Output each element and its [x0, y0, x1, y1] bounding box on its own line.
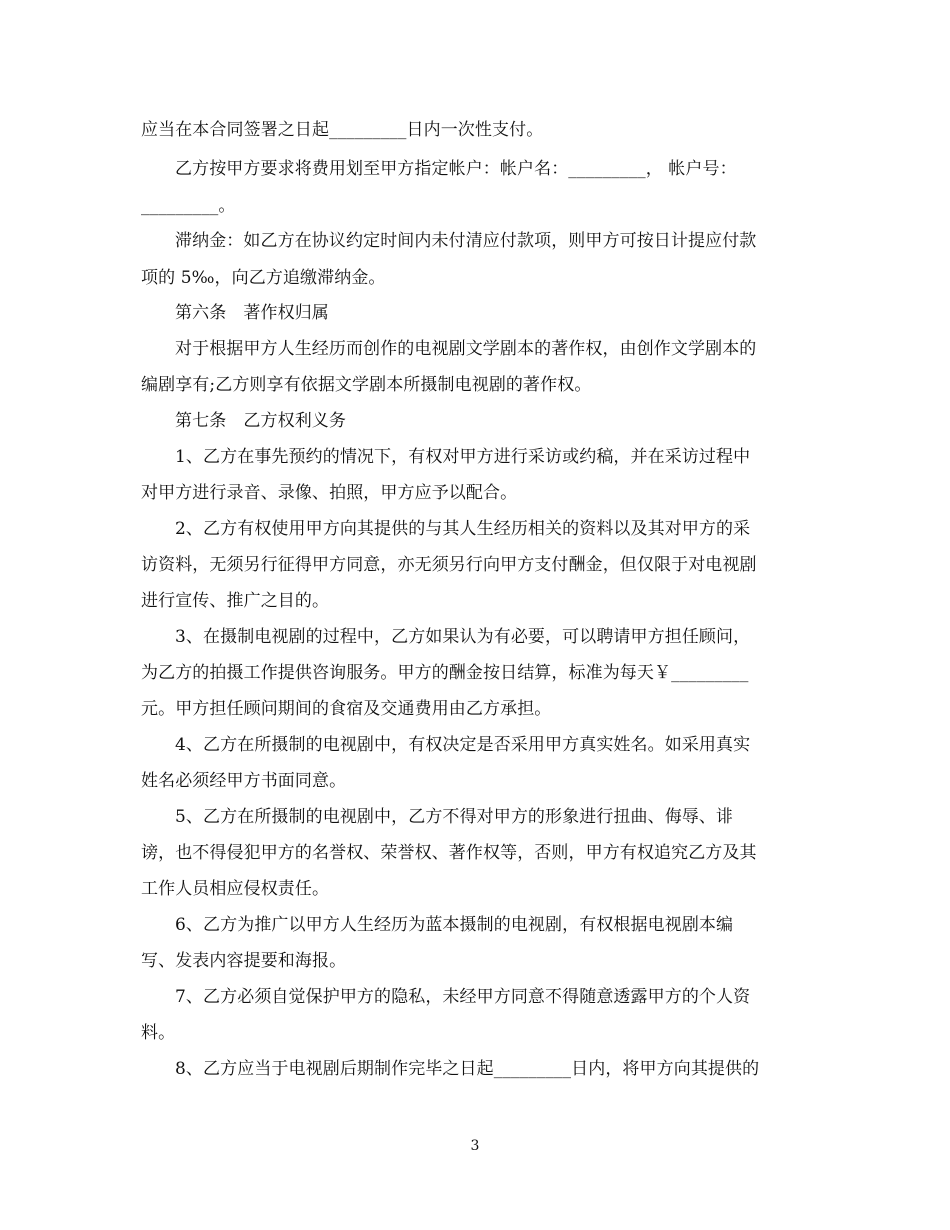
- text-line: 编剧享有;乙方则享有依据文学剧本所摄制电视剧的著作权。: [141, 375, 592, 395]
- text-line: 谤，也不得侵犯甲方的名誉权、荣誉权、著作权等，否则，甲方有权追究乙方及其: [141, 843, 757, 863]
- text-line: 滞纳金：如乙方在协议约定时间内未付清应付款项，则甲方可按日计提应付款: [175, 231, 757, 251]
- text-line: 元。甲方担任顾问期间的食宿及交通费用由乙方承担。: [141, 699, 552, 719]
- text-line: _________。: [141, 196, 236, 216]
- text-line: 料。: [141, 1023, 176, 1043]
- text-line: 访资料，无须另行征得甲方同意，亦无须另行向甲方支付酬金，但仅限于对电视剧: [141, 555, 757, 575]
- text-line: 姓名必须经甲方书面同意。: [141, 771, 347, 791]
- text-line: 为乙方的拍摄工作提供咨询服务。甲方的酬金按日结算，标准为每天￥_________: [141, 663, 749, 683]
- text-line: 7、乙方必须自觉保护甲方的隐私，未经甲方同意不得随意透露甲方的个人资: [175, 987, 751, 1007]
- text-line: 8、乙方应当于电视剧后期制作完毕之日起_________日内，将甲方向其提供的: [175, 1059, 760, 1079]
- text-line: 工作人员相应侵权责任。: [141, 879, 330, 899]
- text-line: 5、乙方在所摄制的电视剧中，乙方不得对甲方的形象进行扭曲、侮辱、诽: [175, 807, 734, 827]
- text-line: 3、在摄制电视剧的过程中，乙方如果认为有必要，可以聘请甲方担任顾问，: [175, 627, 751, 647]
- text-line: 进行宣传、推广之目的。: [141, 591, 330, 611]
- section-heading: 第六条 著作权归属: [175, 303, 329, 323]
- text-line: 项的 5‰，向乙方追缴滞纳金。: [141, 268, 386, 288]
- section-heading: 第七条 乙方权利义务: [175, 411, 346, 431]
- text-line: 应当在本合同签署之日起_________日内一次性支付。: [141, 120, 544, 140]
- text-line: 对甲方进行录音、录像、拍照，甲方应予以配合。: [141, 483, 518, 503]
- page-number: 3: [470, 1138, 480, 1154]
- text-line: 写、发表内容提要和海报。: [141, 951, 347, 971]
- text-line: 1、乙方在事先预约的情况下，有权对甲方进行采访或约稿，并在采访过程中: [175, 447, 751, 467]
- text-line: 对于根据甲方人生经历而创作的电视剧文学剧本的著作权，由创作文学剧本的: [175, 339, 757, 359]
- text-line: 2、乙方有权使用甲方向其提供的与其人生经历相关的资料以及其对甲方的采: [175, 519, 751, 539]
- text-line: 4、乙方在所摄制的电视剧中，有权决定是否采用甲方真实姓名。如采用真实: [175, 735, 751, 755]
- text-line: 6、乙方为推广以甲方人生经历为蓝本摄制的电视剧，有权根据电视剧本编: [175, 915, 734, 935]
- text-line: 乙方按甲方要求将费用划至甲方指定帐户：帐户名：_________， 帐户号：: [175, 159, 737, 179]
